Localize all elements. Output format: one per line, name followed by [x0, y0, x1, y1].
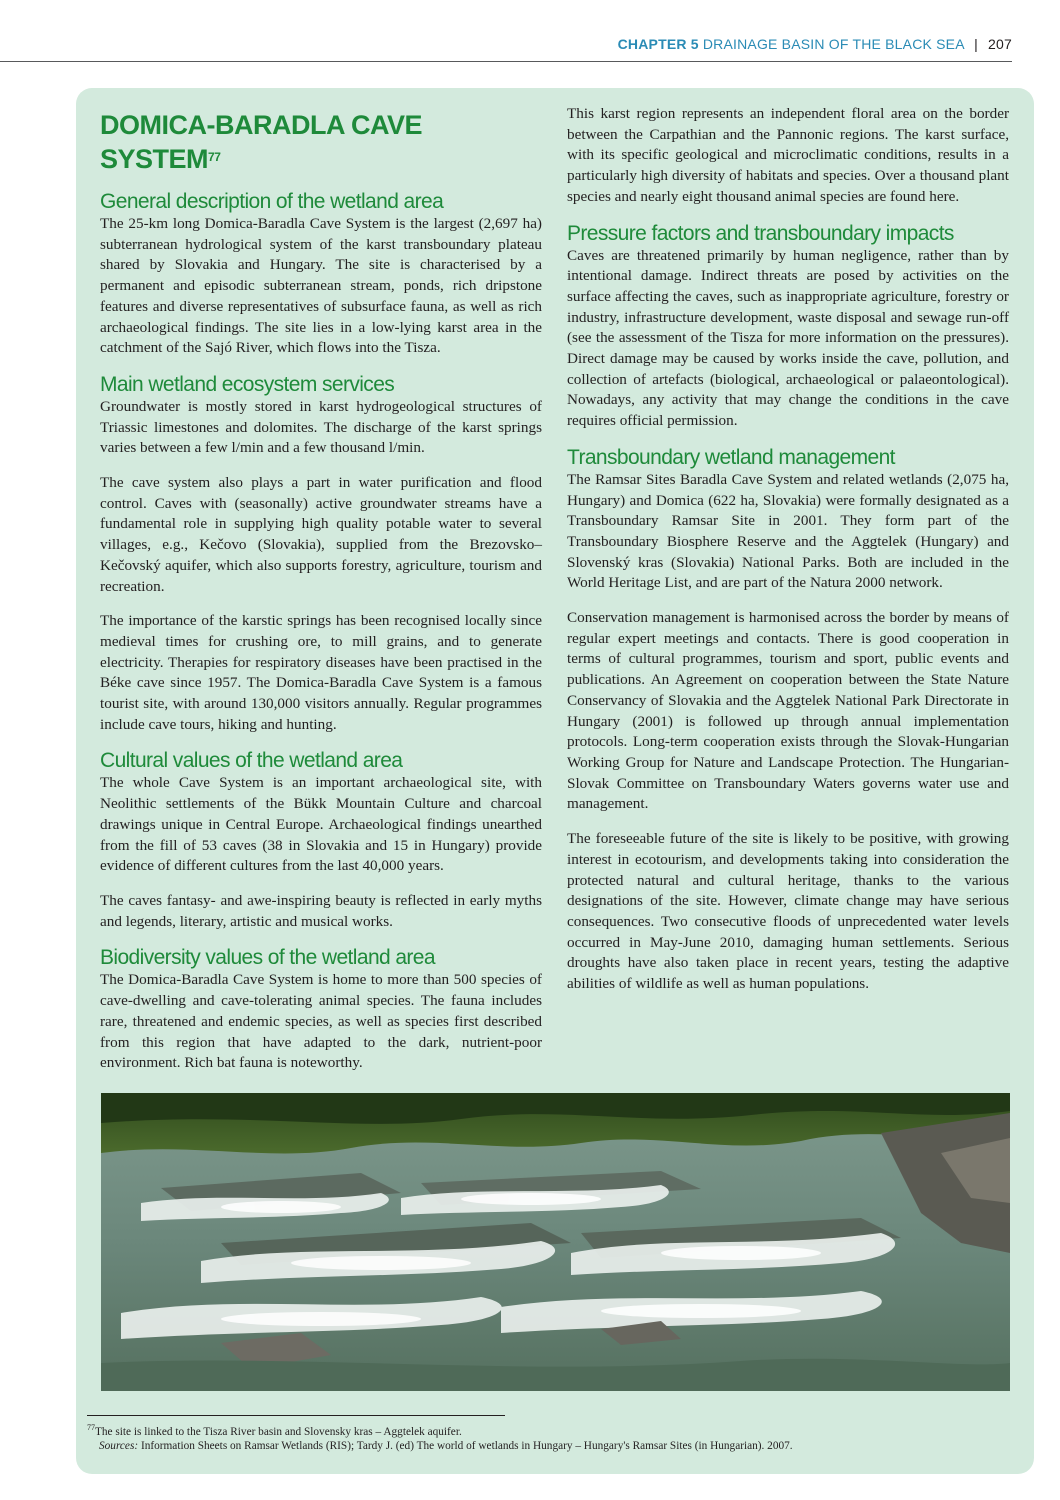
header-rule [0, 61, 1012, 62]
paragraph-management-3: The foreseeable future of the site is likely to be positive, with growing interest in ecotourism, and developments taking into consideration the protected natural and cultural heritage, thanks to the various designations of the site. However, climate change may have serious consequences. Two consecutive floods of unprecedented water levels occurred in May-June 2010, damaging human settlements. Serious droughts have also taken place in recent years, testing the adaptive abilities of wildlife as well as human populations. [567, 830, 1009, 993]
paragraph-cultural-1: The whole Cave System is an important archaeological site, with Neolithic settlements of the Bükk Mountain Culture and charcoal drawings unique in Central Europe. Archaeological findings unearthed from the fill of 53 caves (38 in Slovakia and 15 in Hungary) provide evidence of different cultures from the last 40,000 years. [100, 774, 542, 875]
heading-general-description: General description of the wetland area [100, 190, 444, 213]
right-column [567, 104, 1009, 1009]
heading-pressure-factors: Pressure factors and transboundary impacts [567, 221, 954, 245]
running-header [618, 36, 1012, 52]
article-title: DOMICA-BARADLA CAVE SYSTEM$^{77}$ [100, 110, 422, 174]
paragraph-services-2: The cave system also plays a part in water purification and flood control. Caves with (seasonally) active groundwater streams have a fundamental role in supplying high quality potable water to several villages, e.g., Kečovo (Slovakia), supplied from the Brezovsko–Kečovský aquifer, which also supports forestry, agriculture, tourism and recreation. [100, 474, 542, 595]
footnote-text: $^{77}$The site is linked to the Tisza River basin and Slovensky kras – Aggtelek aquifer. [87, 1423, 462, 1438]
page-number: 207 [988, 36, 1012, 52]
heading-ecosystem-services: Main wetland ecosystem services [100, 372, 395, 396]
header-separator: | [974, 36, 978, 52]
paragraph-pressure-factors: Caves are threatened primarily by human negligence, rather than by intentional damage. Indirect threats are posed by activities on the surface affecting the caves, such as inappropriate agriculture, forestry or industry, infrastructure development, waste disposal and sewage run-off (see the assessment of the Tisza for more information on the pressures). Direct damage may be caused by works inside the cave, pollution, and collection of artefacts (biological, archaeological or palaeontological). Nowadays, any activity that may change the conditions in the cave requires official permission. [567, 246, 1009, 430]
paragraph-cultural-2: The caves fantasy- and awe-inspiring beauty is reflected in early myths and legends, literary, artistic and musical works. [100, 891, 542, 930]
title-footnote-ref[interactable]: 77 [208, 150, 221, 164]
heading-transboundary-management: Transboundary wetland management [567, 445, 895, 469]
river-rapids-photo [101, 1093, 1010, 1391]
heading-biodiversity-values: Biodiversity values of the wetland area [100, 946, 435, 970]
footnote-rule [87, 1415, 505, 1416]
paragraph-services-3: The importance of the karstic springs has been recognised locally since medieval times for crushing ore, to mill grains, and to generate electricity. Therapies for respiratory diseases have been practised in the Béke cave since 1957. The Domica-Baradla Cave System is a famous tourist site, with around 130,000 visitors annually. Regular programmes include cave tours, hiking and hunting. [100, 612, 542, 733]
footnote-sources: Sources: Information Sheets on Ramsar Wetlands (RIS); Tardy J. (ed) The world of wetlands in Hungary – Hungary's Ramsar Sites (in Hungarian). 2007. [99, 1439, 793, 1452]
paragraph-floral-intro: This karst region represents an independent floral area on the border between the Carpathian and the Pannonic regions. The karst surface, with its specific geological and microclimatic conditions, results in a particularly high diversity of habitats and species. Over a thousand plant species and nearly eight thousand animal species are found here. [567, 105, 1009, 205]
paragraph-general-description: The 25-km long Domica-Baradla Cave System is the largest (2,697 ha) subterranean hydrological system of the karst transboundary plateau shared by Slovakia and Hungary. The site is characterised by a permanent and episodic subterranean stream, ponds, rich dripstone features and diverse representatives of subsurface fauna, as well as rich archaeological findings. The site lies in a low-lying karst area in the catchment of the Sajó River, which flows into the Tisza. [100, 215, 542, 357]
river-rapids-illustration [101, 1093, 1010, 1391]
chapter-title: DRAINAGE BASIN OF THE BLACK SEA [702, 36, 964, 52]
footnote [87, 1421, 1017, 1453]
paragraph-biodiversity: The Domica-Baradla Cave System is home to more than 500 species of cave-dwelling and cave-tolerating animal species. The fauna includes rare, threatened and endemic species, as well as species first described from this region that have adapted to the dark, nutrient-poor environment. Rich bat fauna is noteworthy. [100, 971, 542, 1072]
paragraph-management-1: The Ramsar Sites Baradla Cave System and related wetlands (2,075 ha, Hungary) and Domica (622 ha, Slovakia) were formally designated as a Transboundary Ramsar Site in 2001. They form part of the Transboundary Biosphere Reserve and the Aggtelek (Hungary) and Slovenský kras (Slovakia) National Parks. Both are included in the World Heritage List, and are part of the Natura 2000 network. [567, 470, 1009, 592]
paragraph-services-1: Groundwater is mostly stored in karst hydrogeological structures of Triassic limestones and dolomites. The discharge of the karst springs varies between a few l/min and a few thousand l/min. [100, 397, 542, 457]
left-column [100, 104, 542, 1088]
chapter-label: CHAPTER 5 [617, 36, 699, 52]
paragraph-management-2: Conservation management is harmonised across the border by means of regular expert meetings and contacts. There is good cooperation in terms of cultural programmes, tourism and sport, public events and publications. An Agreement on cooperation between the State Nature Conservancy of Slovakia and the Aggtelek National Park Directorate in Hungary (2001) is followed up through annual implementation protocols. Long-term cooperation exists through the Slovak-Hungarian Working Group for Nature and Landscape Protection. The Hungarian-Slovak Committee on Transboundary Waters governs water use and management. [567, 609, 1009, 813]
heading-cultural-values: Cultural values of the wetland area [100, 749, 403, 773]
